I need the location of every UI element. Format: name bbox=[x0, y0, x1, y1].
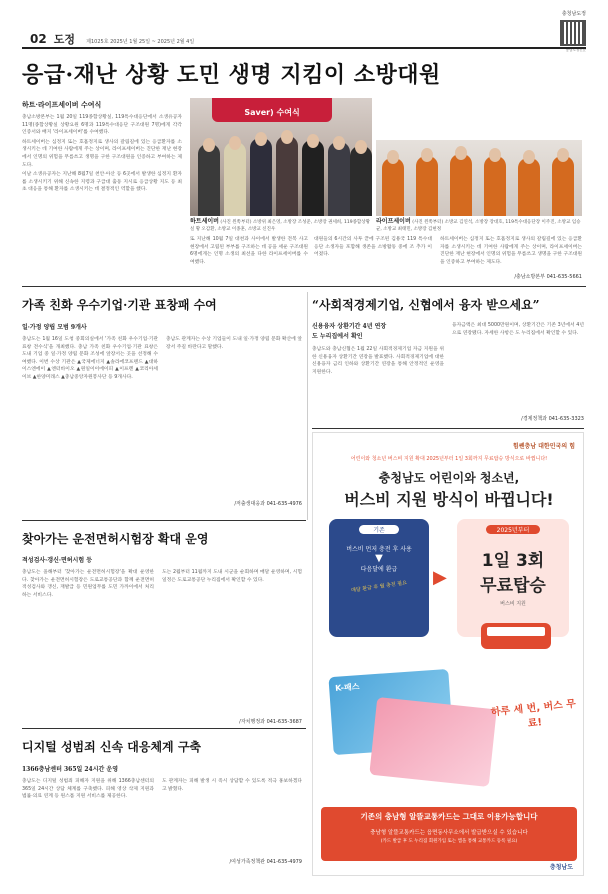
qr-code-icon bbox=[560, 20, 586, 46]
ad-new-panel bbox=[457, 519, 569, 637]
lead-contact: /충남소방본부 041-635-5661 bbox=[514, 274, 582, 280]
lead-body-3: 대원들의 6시간의 사투 끝에 구조된 김용국 119 특수대응단 소생자들 포함해 생존을 소방활동 중에 조 추가 이어졌다. bbox=[314, 237, 432, 258]
social-subhead bbox=[312, 322, 448, 342]
issue-info: 제1025호 2025년 1월 25일 ~ 2025년 2월 4일 bbox=[86, 39, 195, 45]
ad-old-text-2: 다음달에 환급 bbox=[360, 566, 398, 573]
lead-paragraph: 하트세이버는 심정지 또는 호흡정지로 생사의 갈림길에 있는 응급환자를 소생시키는 데 기여한 사람에게 주는 상이며, 라이프세이버는 진단한 재난 현장에서 인명의 위험을 무릅쓰고 생명을 구한 구조대원을 인증하고 부여하는 제도다. bbox=[440, 237, 582, 265]
social-body-1: 충남도와 충남신협은 1월 22일 사회적경제기업 자금 지원을 위한 신용융자 상환기간 연장을 발표했다. 사회적경제기업에 대한 신용융자 금리 인하와 상환기간 연장을 통해 안정적인 운영을 지원한다. bbox=[312, 347, 444, 375]
right-arrow-icon: ▶ bbox=[433, 567, 447, 588]
family-contact: /저출생대응과 041-635-4976 bbox=[234, 501, 302, 507]
social-subhead-line-1: 신용융자 상환기간 4년 연장 bbox=[312, 323, 387, 330]
heartsaver-photo bbox=[190, 98, 372, 216]
caption-label: 라이프세이버 bbox=[376, 218, 411, 225]
ad-bottom-2: 충남형 알뜰교통카드는 읍면동사무소에서 발급받으실 수 있습니다 bbox=[370, 830, 528, 836]
license-contact: /자치행정과 041-635-3687 bbox=[239, 719, 302, 725]
lead-headline: 응급·재난 상황 도민 생명 지킴이 소방대원 bbox=[22, 62, 441, 88]
ad-title-1: 충청남도 어린이와 청소년, bbox=[378, 471, 520, 485]
logo-subtext: 충남도정신문 bbox=[565, 48, 586, 52]
family-headline: 가족 친화 우수기업·기관 표창패 수여 bbox=[22, 298, 217, 312]
lead-paragraph: 충남소방본부는 1월 20일 119종합상황실, 119특수대응단에서 소생유공자 11명(종합상황실 상황요원 6명과 119특수대응단 구조대원 7명)에게 각각 인증서와 배지 '라이프세이버'를 수여했다. bbox=[22, 115, 182, 136]
social-subhead-line-2: 도 누리집에서 확인 bbox=[312, 333, 363, 340]
digital-contact: /여성가족정책관 041-635-4979 bbox=[229, 859, 302, 865]
caption-label: 하트세이버 bbox=[190, 218, 219, 225]
digital-body-1: 충남도는 디지털 성범죄 피해자 지원을 위해 1366충남센터의 365일 24시간 상담 체계를 구축했다. 피해 영상 삭제 지원과 법률·의료 연계 등 원스톱 지원 서비스를 제공한다. bbox=[22, 779, 154, 800]
lead-subhead: 하트·라이프세이버 수여식 bbox=[22, 100, 102, 109]
ad-slogan: 하루 세 번, 버스 무료! bbox=[490, 698, 577, 730]
ad-old-note: 매달 환급 후 월 충전 필요 bbox=[350, 580, 408, 594]
license-subhead: 적성검사·갱신·면허시험 등 bbox=[22, 557, 93, 564]
ad-new-note: 버스비 지원 bbox=[500, 601, 526, 607]
digital-body-2: 도 관계자는 피해 발생 시 즉시 상담할 수 있도록 적극 홍보하겠다고 밝혔다. bbox=[162, 779, 302, 792]
card-label: K-패스 bbox=[334, 682, 360, 693]
digital-subhead: 1366충남센터 365일 24시간 운영 bbox=[22, 766, 119, 773]
banner-text: Saver) 수여식 bbox=[244, 108, 300, 117]
family-body-1: 충남도는 1월 16일 도청 중회의실에서 '가족 친화 우수기업·기관 표창 전수식'을 개최했다. 충남 가족 친화 우수기업·기관 표창은 도내 기업 중 일·가정 양립 문화 조성에 앞장서는 곳을 선정해 수여했다. 이번 수상 기관은 ▲국제에너지 ▲솔라에코프랜드 ▲대하이스엔에이 ▲엔터바이오 ▲원일이이에이피 ▲이프렌 ▲코리아세이브 ▲한양미래스 ▲충남중앙자원봉사단 등 9개사다. bbox=[22, 337, 158, 380]
lead-body-2: 또 지난해 10월 7일 대천과 사이에서 발생한 전복 사고 현장에서 고립된 부부를 구조하는 데 공을 세운 구조대원 6명에게는 인명 소생의 최선을 다한 라이프세이버를 수여했다. bbox=[190, 237, 308, 265]
ad-bottom-1: 기존의 충남형 알뜰교통카드는 그대로 이용가능합니다 bbox=[360, 812, 538, 821]
social-contact: /경제정책과 041-635-3323 bbox=[521, 416, 584, 422]
caption-text: (사진 왼쪽부터) 소방교 김연석, 소방장 장대호, 119특수대응단장 이주진, 소방교 임승균, 소방교 최태민, 소방장 김현정 bbox=[376, 220, 581, 233]
ad-new-label: 2025년부터 bbox=[486, 525, 540, 534]
license-headline: 찾아가는 운전면허시험장 확대 운영 bbox=[22, 532, 209, 546]
bus-ad bbox=[312, 432, 584, 876]
ad-new-big-1: 1일 3회 bbox=[481, 551, 545, 571]
digital-headline: 디지털 성범죄 신속 대응체계 구축 bbox=[22, 740, 202, 754]
logo-text: 충청남도정 bbox=[561, 11, 586, 17]
ad-top-line: 어린이와 청소년 버스비 지원 확대 2025년부터 1일 3회까지 무료탑승 방식으로 바뀝니다! bbox=[350, 456, 548, 462]
event-banner bbox=[212, 98, 332, 122]
section-name: 도정 bbox=[53, 33, 76, 46]
lifesaver-photo bbox=[376, 140, 582, 216]
family-subhead: 일·가정 양립 모범 9개사 bbox=[22, 324, 87, 331]
down-arrow-icon: ▼ bbox=[375, 553, 383, 564]
ad-old-label: 기존 bbox=[359, 525, 399, 534]
caption-text: (사진 왼쪽부터) 소방위 최은영, 소방장 조성준, 소방장 권세희, 119종합상황실 황 오감환, 소방교 이종훈, 소방교 신진우 bbox=[190, 220, 370, 233]
social-headline: “사회적경제기업, 신협에서 융자 받으세요” bbox=[312, 298, 540, 312]
family-body-2: 충남도 관계자는 수상 기업들이 도내 일·가정 양립 문화 확산에 앞장서 주길 바란다고 말했다. bbox=[166, 337, 302, 350]
license-body-2: 도는 2월부터 11월까지 도내 시군을 순회하며 매달 운영하며, 시험 일정은 도로교통공단 누리집에서 확인할 수 있다. bbox=[162, 570, 302, 583]
ad-old-text: 버스비 먼저 충전 후 사용 bbox=[346, 546, 412, 553]
bus-icon bbox=[481, 623, 551, 649]
ad-bottom-box bbox=[321, 807, 577, 861]
ad-old-panel bbox=[329, 519, 429, 637]
page-header bbox=[30, 28, 580, 46]
lead-paragraph: 이날 소생유공자는 지난해 8월7일 천안·아산 등 6곳에서 발생한 심정지 환자를 소생시키기 위해 신속한 지령과 구급대 출동 지시로 응급상황 지도 등 최초 대응을 통해 환자를 소생시키는 데 결정적인 역할을 했다. bbox=[22, 172, 182, 193]
header-logo bbox=[552, 10, 586, 58]
lead-body-1 bbox=[22, 114, 182, 194]
photo-caption-1 bbox=[190, 218, 372, 233]
lead-paragraph: 하트세이버는 심정지 또는 호흡정지로 생사의 갈림길에 있는 응급환자를 소생시키는 데 기여한 사람에게 주는 상이며, 라이프세이버는 진단한 재난 현장에서 인명의 위험을 무릅쓰고 생명을 구한 구조대원을 인증하고 부여하는 제도다. bbox=[22, 139, 182, 168]
ad-footer-logo: 충청남도 bbox=[549, 864, 573, 871]
page-number: 02 bbox=[30, 32, 47, 46]
ad-title-2: 버스비 지원 방식이 바뀝니다! bbox=[344, 490, 554, 509]
kpass-card-2 bbox=[369, 697, 496, 787]
ad-new-big-2: 무료탑승 bbox=[480, 576, 546, 596]
social-body-2: 융자금액은 최대 5000만원이며, 상환기간은 기존 3년에서 4년으로 연장됐다. 자세한 사항은 도 누리집에서 확인할 수 있다. bbox=[452, 323, 584, 336]
ad-brand: 힘쎈충남 대한민국의 힘 bbox=[512, 443, 575, 450]
ad-bottom-3: (카드 발급 후 도 누리집 회원가입 또는 앱을 통해 교통카드 등록 필요) bbox=[380, 839, 518, 844]
license-body-1: 충남도는 올해부터 '찾아가는 운전면허시험장'을 확대 운영한다. 찾아가는 운전면허시험장은 도로교통공단과 함께 운전면허 적성검사와 갱신, 재발급 등 민원업무를 도민 가까이에서 처리하는 서비스다. bbox=[22, 570, 154, 598]
lead-body-4 bbox=[440, 236, 582, 266]
photo-caption-2 bbox=[376, 218, 582, 233]
